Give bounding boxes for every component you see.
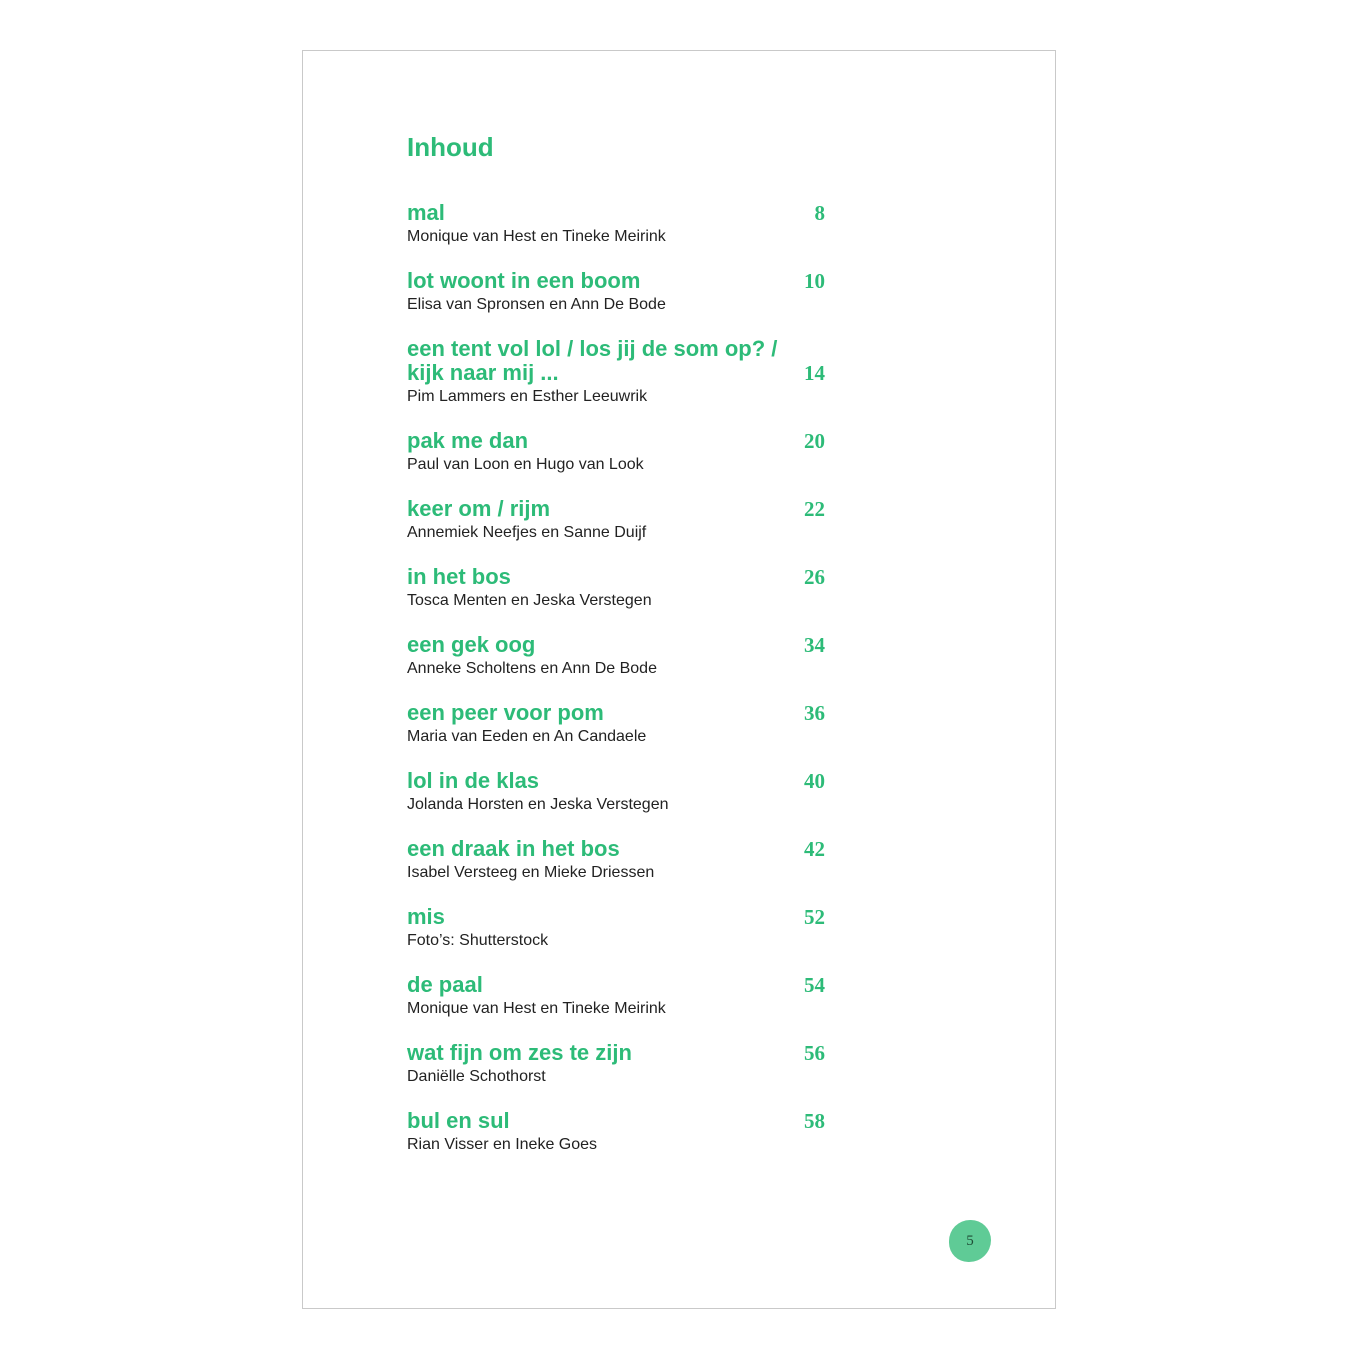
toc-entry-een-tent-vol-lol <box>407 337 825 408</box>
page-number-badge <box>949 1220 991 1262</box>
toc-entry-bul-en-sul <box>407 1109 825 1156</box>
toc-heading: Inhoud <box>407 132 494 162</box>
toc-entry-page: 40 <box>804 769 825 793</box>
toc-entry-in-het-bos <box>407 565 825 612</box>
toc-entry-page: 54 <box>804 973 825 997</box>
toc-entry-page: 14 <box>804 361 825 385</box>
toc-entry-authors: Daniëlle Schothorst <box>407 1068 546 1085</box>
toc-entry-page: 42 <box>804 837 825 861</box>
toc-entry-title: lol in de klas <box>407 768 540 793</box>
toc-entry-title: een gek oog <box>407 632 536 657</box>
toc-entry-page: 58 <box>804 1109 825 1133</box>
toc-entry-page: 26 <box>804 565 825 589</box>
toc-entry-authors: Annemiek Neefjes en Sanne Duijf <box>407 524 647 541</box>
toc-entry-title: mis <box>407 904 445 929</box>
toc-entry-page: 34 <box>804 633 825 657</box>
toc-entry-page: 22 <box>804 497 825 521</box>
toc-entry-authors: Isabel Versteeg en Mieke Driessen <box>407 864 655 881</box>
toc-entry-authors: Paul van Loon en Hugo van Look <box>407 456 644 473</box>
toc-entry-mal <box>407 201 825 248</box>
toc-entry-page: 56 <box>804 1041 825 1065</box>
toc-entry-title: lot woont in een boom <box>407 268 641 293</box>
toc-entry-title: mal <box>407 200 445 225</box>
toc-entry-title: een peer voor pom <box>407 700 604 725</box>
toc-entry-authors: Tosca Menten en Jeska Verstegen <box>407 592 652 609</box>
toc-entry-title: keer om / rijm <box>407 496 551 521</box>
toc-entry-title: wat fijn om zes te zijn <box>407 1040 632 1065</box>
toc-entry-wat-fijn-om-zes-te-zijn <box>407 1041 825 1088</box>
toc-entry-title: een draak in het bos <box>407 836 620 861</box>
toc-entry-authors: Monique van Hest en Tineke Meirink <box>407 228 666 245</box>
toc-entry-title: de paal <box>407 972 483 997</box>
toc-entry-lol-in-de-klas <box>407 769 825 816</box>
toc-entry-authors: Pim Lammers en Esther Leeuwrik <box>407 388 648 405</box>
book-page <box>302 50 1056 1309</box>
toc-entry-een-gek-oog <box>407 633 825 680</box>
toc-list <box>407 201 825 1177</box>
toc-entry-lot-woont-in-een-boom <box>407 269 825 316</box>
toc-entry-authors: Rian Visser en Ineke Goes <box>407 1136 598 1153</box>
toc-entry-page: 52 <box>804 905 825 929</box>
toc-entry-title: bul en sul <box>407 1108 510 1133</box>
toc-entry-page: 10 <box>804 269 825 293</box>
toc-entry-pak-me-dan <box>407 429 825 476</box>
toc-entry-page: 8 <box>814 201 825 225</box>
toc-entry-een-peer-voor-pom <box>407 701 825 748</box>
toc-entry-mis <box>407 905 825 952</box>
toc-entry-authors: Monique van Hest en Tineke Meirink <box>407 1000 666 1017</box>
page-number: 5 <box>966 1232 974 1249</box>
toc-entry-page: 20 <box>804 429 825 453</box>
toc-entry-authors: Elisa van Spronsen en Ann De Bode <box>407 296 666 313</box>
toc-entry-authors: Maria van Eeden en An Candaele <box>407 728 647 745</box>
toc-entry-title: pak me dan <box>407 428 529 453</box>
toc-entry-page: 36 <box>804 701 825 725</box>
toc-entry-de-paal <box>407 973 825 1020</box>
toc-entry-title: een tent vol lol / los jij de som op? / kijk naar mij ... <box>407 336 778 385</box>
toc-entry-een-draak-in-het-bos <box>407 837 825 884</box>
toc-entry-authors: Foto’s: Shutterstock <box>407 932 549 949</box>
toc-entry-authors: Anneke Scholtens en Ann De Bode <box>407 660 657 677</box>
toc-entry-title: in het bos <box>407 564 511 589</box>
toc-entry-keer-om-rijm <box>407 497 825 544</box>
toc-entry-authors: Jolanda Horsten en Jeska Verstegen <box>407 796 669 813</box>
